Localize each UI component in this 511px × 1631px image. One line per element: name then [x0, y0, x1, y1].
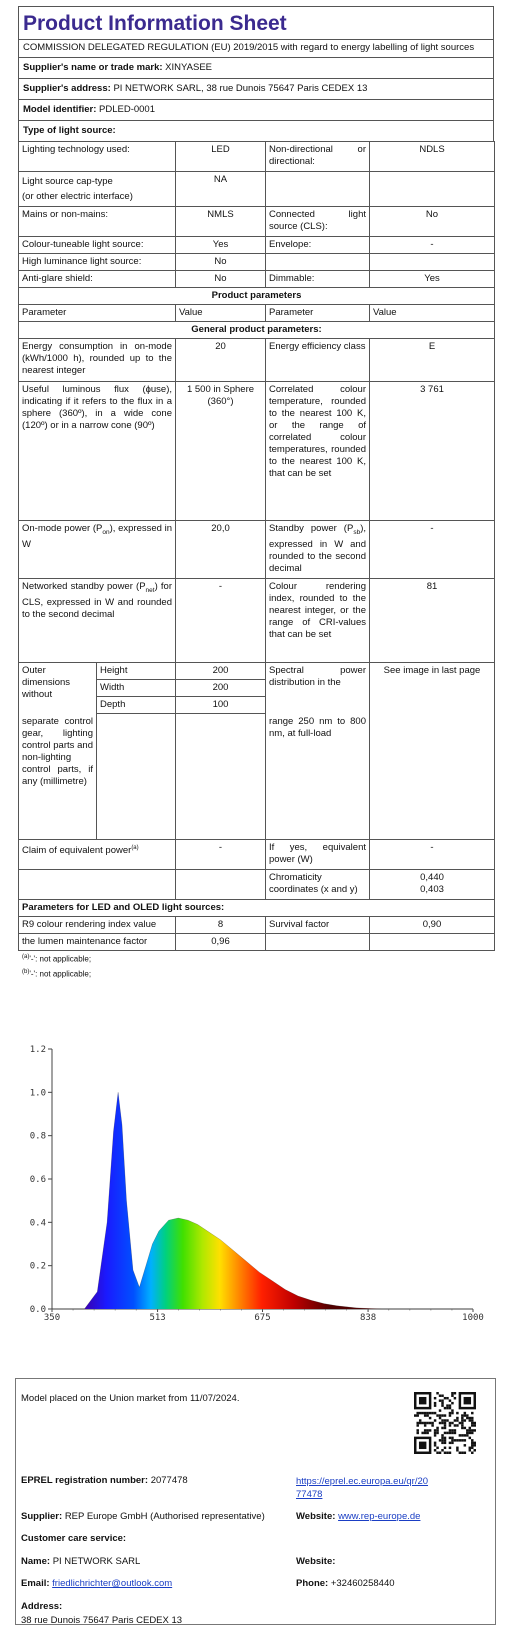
type-row-value: Yes: [176, 237, 266, 254]
standby-text: Standby power (P: [269, 523, 354, 534]
product-information-sheet: [18, 6, 494, 980]
eprel-link-part[interactable]: https://eprel.ec.europa.eu/qr/20: [296, 1476, 429, 1487]
width-value: 200: [176, 680, 266, 697]
type-row-label: Light source cap-type (or other electric interface): [19, 172, 176, 207]
phone-row: [296, 1578, 395, 1589]
height-value: 200: [176, 663, 266, 680]
led-header-label: Parameters for LED and OLED light sources:: [19, 900, 495, 917]
depth-label: Depth: [97, 697, 176, 714]
type-row-label: Connected light source (CLS):: [266, 207, 370, 237]
type-row-value: No: [176, 271, 266, 288]
equiv-claim-text: Claim of equivalent power: [22, 845, 132, 857]
footnote: [22, 951, 494, 966]
y-tick-label: 1.0: [29, 1088, 46, 1099]
x-tick-label: 513: [149, 1313, 166, 1323]
on-mode-power-label: [19, 521, 176, 579]
cri-label: Colour rendering index, rounded to the nearest integer, or the range of CRI-values that can be set: [266, 579, 370, 663]
model-identifier-value: PDLED-0001: [99, 104, 155, 115]
website-row: [296, 1511, 420, 1522]
chromaticity-value: [370, 870, 495, 900]
model-identifier-row: [18, 99, 494, 120]
eprel-label: EPREL registration number:: [21, 1475, 149, 1486]
product-params-title: Product parameters: [19, 288, 495, 305]
empty-cell: [97, 714, 176, 840]
empty-cell: [266, 934, 370, 951]
supplier-address-label: Supplier's address:: [23, 83, 111, 94]
model-identifier-label: Model identifier:: [23, 104, 97, 115]
col-header-parameter: Parameter: [19, 305, 176, 322]
led-row: [19, 917, 495, 934]
footnote: [22, 966, 494, 981]
net-standby-text: Networked standby power (P: [22, 581, 146, 592]
type-row: [19, 271, 495, 288]
supplier-name-value: XINYASEE: [165, 62, 212, 73]
empty-cell: [176, 870, 266, 900]
width-label: Width: [97, 680, 176, 697]
type-row-value: -: [370, 237, 495, 254]
equiv-claim-value: -: [176, 840, 266, 870]
efficiency-class-label: Energy efficiency class: [266, 339, 370, 382]
type-row: [19, 237, 495, 254]
eprel-row: [21, 1475, 188, 1486]
type-row-value: [370, 172, 495, 207]
cct-value: 3 761: [370, 382, 495, 521]
address-label: Address:: [21, 1601, 63, 1612]
type-row-value: No: [370, 207, 495, 237]
type-row: [19, 142, 495, 172]
r9-value: 8: [176, 917, 266, 934]
standby-power-label: [266, 521, 370, 579]
param-row: [19, 840, 495, 870]
eprel-link-part[interactable]: 77478: [296, 1489, 323, 1500]
general-params-header: [19, 322, 495, 339]
supplier-value: REP Europe GmbH (Authorised representative): [64, 1511, 265, 1522]
x-tick-label: 675: [254, 1313, 271, 1323]
chromaticity-y: 0,403: [420, 884, 444, 895]
spectral-label: Spectral power distribution in the: [266, 663, 370, 714]
product-params-header: [19, 288, 495, 305]
type-row-label: Envelope:: [266, 237, 370, 254]
param-row: [19, 339, 495, 382]
website-link[interactable]: www.rep-europe.de: [338, 1511, 421, 1522]
param-row: [19, 579, 495, 663]
type-row-label: High luminance light source:: [19, 254, 176, 271]
x-tick-label: 838: [359, 1313, 377, 1323]
net-standby-sub: net: [145, 586, 155, 594]
email-link[interactable]: friedlichrichter@outlook.com: [52, 1578, 173, 1589]
footnote-text: : not applicable;: [35, 954, 92, 964]
supplier-label: Supplier:: [21, 1511, 63, 1522]
name-row: [21, 1556, 140, 1567]
chromaticity-label: Chromaticity coordinates (x and y): [266, 870, 370, 900]
col-header-value: Value: [176, 305, 266, 322]
dimension-row: [19, 663, 495, 680]
type-row-value: NDLS: [370, 142, 495, 172]
supplier-address-row: [18, 78, 494, 99]
type-row-value: [370, 254, 495, 271]
footnote-mark: '-': [29, 969, 36, 979]
height-label: Height: [97, 663, 176, 680]
equiv-claim-label: [19, 840, 176, 870]
y-tick-label: 0.4: [29, 1218, 46, 1229]
footnote-sup: (a): [22, 954, 30, 960]
energy-consumption-value: 20: [176, 339, 266, 382]
website2-label: Website:: [296, 1556, 336, 1567]
param-row: [19, 870, 495, 900]
dimensions-table: [18, 663, 495, 951]
spectral-value: See image in last page: [370, 663, 495, 714]
on-mode-power-text: ), expressed in W: [22, 523, 172, 550]
eprel-link[interactable]: [296, 1475, 428, 1501]
net-standby-text: ) for CLS, expressed in W and rounded to the second decimal: [22, 581, 173, 620]
supplier-name-row: [18, 57, 494, 78]
type-row-label: Anti-glare shield:: [19, 271, 176, 288]
efficiency-class-value: E: [370, 339, 495, 382]
depth-value: 100: [176, 697, 266, 714]
supplier-address-value: PI NETWORK SARL, 38 rue Dunois 75647 Paris CEDEX 13: [113, 83, 368, 94]
type-header: [18, 120, 494, 141]
type-row-value: NMLS: [176, 207, 266, 237]
supplier-name-label: Supplier's name or trade mark:: [23, 62, 163, 73]
spectral-label-cont: range 250 nm to 800 nm, at full-load: [266, 714, 370, 840]
on-mode-power-value: 20,0: [176, 521, 266, 579]
net-standby-value: -: [176, 579, 266, 663]
dimension-continuation: [19, 714, 495, 840]
page-title: Product Information Sheet: [18, 6, 494, 39]
footer-panel: [15, 1378, 496, 1625]
footnotes: [18, 951, 494, 980]
type-row-label: Dimmable:: [266, 271, 370, 288]
standby-power-value: -: [370, 521, 495, 579]
type-row-label: Mains or non-mains:: [19, 207, 176, 237]
name-value: PI NETWORK SARL: [52, 1556, 141, 1567]
cct-label: Correlated colour temperature, rounded to the nearest 100 K, or the range of correlated colour temperatures, rounded to the nearest 100 K, that can be set: [266, 382, 370, 521]
type-row-label: Colour-tuneable light source:: [19, 237, 176, 254]
param-row: [19, 521, 495, 579]
equiv-power-value: -: [370, 840, 495, 870]
empty-cell: [370, 714, 495, 840]
type-row-label: Lighting technology used:: [19, 142, 176, 172]
footnote-mark: '-': [29, 954, 36, 964]
equiv-claim-sup: (a): [131, 845, 139, 851]
column-headers: [19, 305, 495, 322]
type-row: [19, 207, 495, 237]
lumen-maintenance-value: 0,96: [176, 934, 266, 951]
on-mode-power-text: On-mode power (P: [22, 523, 103, 534]
type-row-value: Yes: [370, 271, 495, 288]
type-row-label: [266, 172, 370, 207]
spectrum-area: [52, 1092, 473, 1309]
luminous-flux-label: Useful luminous flux (ɸuse), indicating if it refers to the flux in a sphere (360º), in a wide cone (120º) or in a narrow cone (90º): [19, 382, 176, 521]
customer-service-label: [21, 1533, 126, 1544]
outer-dimensions-label-cont: separate control gear, lighting control parts and non-lighting control parts, if any (millimetre): [19, 714, 97, 840]
net-standby-label: [19, 579, 176, 663]
address-value: 38 rue Dunois 75647 Paris CEDEX 13: [21, 1615, 183, 1626]
qr-code-icon[interactable]: [414, 1392, 476, 1454]
x-tick-label: 1000: [462, 1313, 484, 1323]
col-header-value: Value: [370, 305, 495, 322]
survival-value: 0,90: [370, 917, 495, 934]
footnote-sup: (b): [22, 968, 30, 975]
type-row: [19, 254, 495, 271]
y-tick-label: 0.8: [29, 1131, 46, 1142]
empty-cell: [370, 934, 495, 951]
equiv-power-label: If yes, equivalent power (W): [266, 840, 370, 870]
col-header-parameter: Parameter: [266, 305, 370, 322]
outer-dimensions-label: Outer dimensions without: [19, 663, 97, 714]
phone-label: Phone:: [296, 1578, 329, 1589]
empty-cell: [176, 714, 266, 840]
type-row-label: [266, 254, 370, 271]
cri-value: 81: [370, 579, 495, 663]
address-row: [21, 1600, 182, 1628]
lumen-maintenance-label: the lumen maintenance factor: [19, 934, 176, 951]
y-tick-label: 1.2: [29, 1045, 46, 1055]
website-label: Website:: [296, 1511, 336, 1522]
type-row: [19, 172, 495, 207]
website2-row: [296, 1556, 335, 1567]
email-row: [21, 1578, 172, 1589]
standby-sub: sb: [353, 528, 361, 536]
type-row-value: No: [176, 254, 266, 271]
y-tick-label: 0.6: [29, 1175, 46, 1185]
empty-cell: [19, 870, 176, 900]
regulation-text: COMMISSION DELEGATED REGULATION (EU) 2019/2015 with regard to energy labelling of light sources: [18, 39, 494, 57]
email-label: Email:: [21, 1578, 50, 1589]
customer-service-text: Customer care service:: [21, 1533, 127, 1544]
energy-consumption-label: Energy consumption in on-mode (kWh/1000 h), rounded up to the nearest integer: [19, 339, 176, 382]
general-params-title: General product parameters:: [19, 322, 495, 339]
supplier-row: [21, 1511, 265, 1522]
y-tick-label: 0.0: [29, 1305, 46, 1315]
y-tick-label: 0.2: [29, 1261, 46, 1272]
type-row-label: Non-directional or directional:: [266, 142, 370, 172]
name-label: Name:: [21, 1556, 51, 1567]
type-row-value: LED: [176, 142, 266, 172]
luminous-flux-value: 1 500 in Sphere (360°): [176, 382, 266, 521]
eprel-value: 2077478: [150, 1475, 188, 1486]
chromaticity-x: 0,440: [420, 872, 444, 883]
spectral-power-chart: [18, 1037, 488, 1339]
phone-value: +32460258440: [330, 1578, 395, 1589]
on-mode-power-sub: on: [102, 528, 110, 536]
type-row-value: NA: [176, 172, 266, 207]
type-header-label: Type of light source:: [23, 125, 116, 136]
led-header: [19, 900, 495, 917]
led-row: [19, 934, 495, 951]
x-tick-label: 350: [43, 1313, 61, 1323]
param-row: [19, 382, 495, 521]
survival-label: Survival factor: [266, 917, 370, 934]
footnote-text: : not applicable;: [35, 969, 92, 979]
type-table: [18, 141, 495, 663]
r9-label: R9 colour rendering index value: [19, 917, 176, 934]
market-text: Model placed on the Union market from 11/07/2024.: [21, 1393, 240, 1404]
standby-text: ), expressed in W and rounded to the second decimal: [269, 523, 366, 574]
